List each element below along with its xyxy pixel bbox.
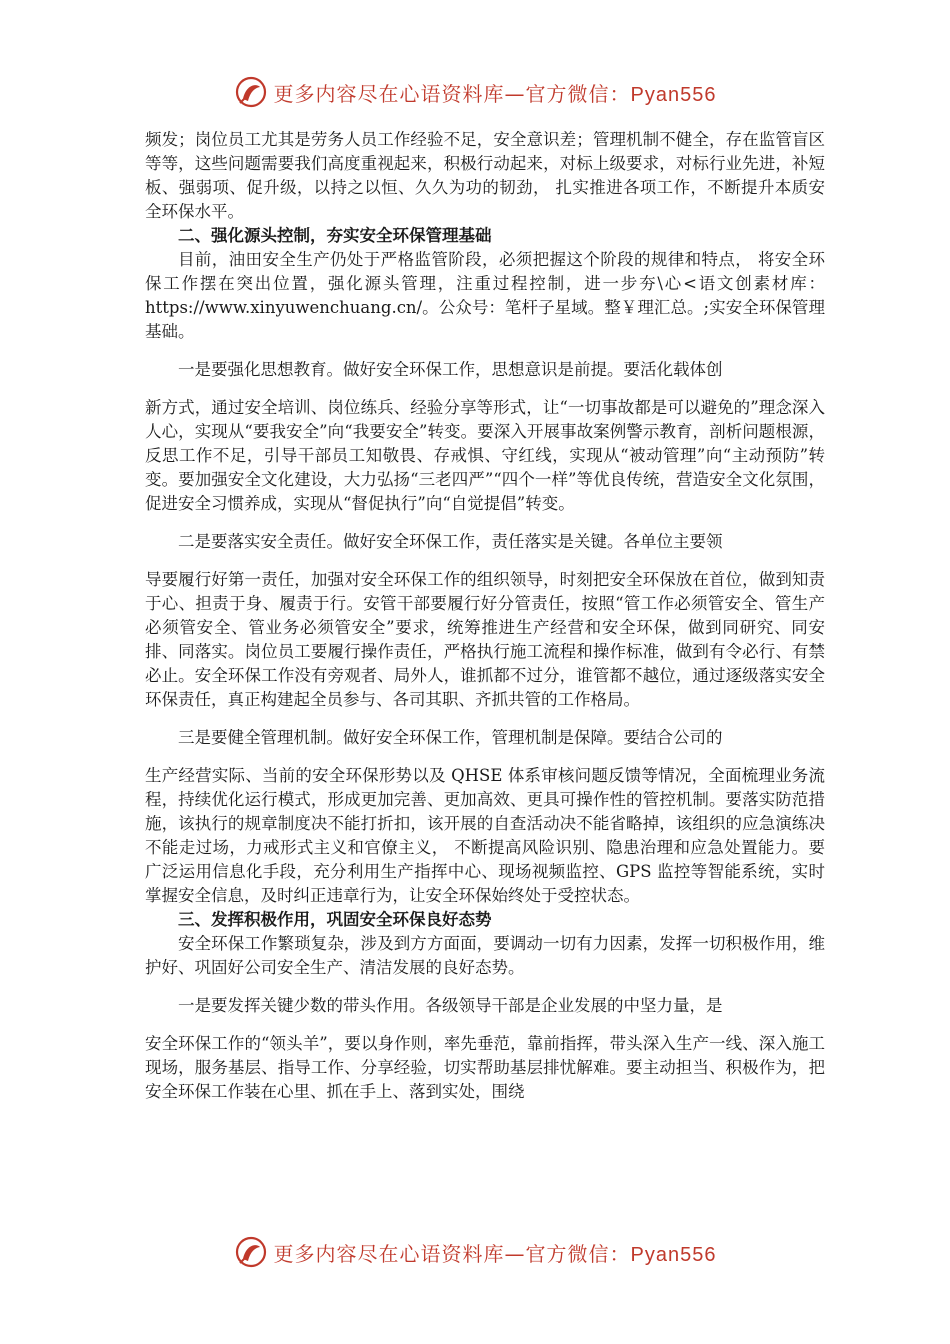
paragraph: 生产经营实际、当前的安全环保形势以及 QHSE 体系审核问题反馈等情况，全面梳理业务流程，持续优化运行模式，形成更加完善、更加高效、更具可操作性的管控机制。要落实防范措施，该执行的规章制度决不能打折扣，该开展的自查活动决不能省略掉，该组织的应急演练决不能走过场，力戒形式主义和官僚主义， 不断提高风险识别、隐患治理和应急处置能力。要广泛运用信息化手段，充分利用生产指挥中心、现场视频监控、GPS 监控等智能系统，实时掌握安全信息，及时纠正违章行为，让安全环保始终处于受控状态。 [145, 766, 825, 905]
paragraph: 安全环保工作的“领头羊”，要以身作则，率先垂范，靠前指挥，带头深入生产一线、深入施工现场，服务基层、指导工作、分享经验，切实帮助基层排忧解难。要主动担当、积极作为，把安全环保工作装在心里、抓在手上、落到实处，围绕 [145, 1034, 825, 1101]
paragraph: 导要履行好第一责任，加强对安全环保工作的组织领导，时刻把安全环保放在首位，做到知责于心、担责于身、履责于行。安管干部要履行好分管责任，按照“管工作必须管安全、管生产必须管安全、管业务必须管安全”要求，统筹推进生产经营和安全环保，做到同研究、同安排、同落实。岗位员工要履行操作责任，严格执行施工流程和操作标准，做到有令必行、有禁必止。安全环保工作没有旁观者、局外人，谁抓都不过分，谁管都不越位，通过逐级落实安全环保责任，真正构建起全员参与、各司其职、齐抓共管的工作格局。 [145, 570, 825, 709]
logo-icon [234, 75, 268, 109]
wechat-id: Pyan556 [630, 1243, 717, 1266]
wechat-id: Pyan556 [630, 83, 717, 106]
paragraph: 一是要强化思想教育。做好安全环保工作，思想意识是前提。要活化载体创 [178, 360, 723, 379]
banner-label: 更多内容尽在心语资料库—官方微信： [273, 81, 631, 106]
banner-text [274, 78, 717, 107]
paragraph: 三是要健全管理机制。做好安全环保工作，管理机制是保障。要结合公司的 [178, 728, 723, 747]
section-heading: 二、强化源头控制，夯实安全环保管理基础 [178, 226, 492, 245]
banner-text [274, 1238, 717, 1267]
section-heading: 三、发挥积极作用，巩固安全环保良好态势 [178, 910, 492, 929]
paragraph: 安全环保工作繁琐复杂，涉及到方方面面，要调动一切有力因素，发挥一切积极作用，维护好、巩固好公司安全生产、清洁发展的良好态势。 [145, 934, 825, 977]
paragraph: 频发；岗位员工尤其是劳务人员工作经验不足，安全意识差；管理机制不健全，存在监管盲区等等，这些问题需要我们高度重视起来，积极行动起来，对标上级要求，对标行业先进，补短板、强弱项、促升级，以持之以恒、久久为功的韧劲， 扎实推进各项工作，不断提升本质安全环保水平。 [145, 130, 825, 221]
paragraph: 二是要落实安全责任。做好安全环保工作，责任落实是关键。各单位主要领 [178, 532, 723, 551]
document-body [145, 128, 825, 1104]
logo-icon [234, 1235, 268, 1269]
banner-label: 更多内容尽在心语资料库—官方微信： [273, 1241, 631, 1266]
footer-banner [0, 1232, 950, 1272]
paragraph: 目前，油田安全生产仍处于严格监管阶段，必须把握这个阶段的规律和特点， 将安全环保工作摆在突出位置，强化源头管理，注重过程控制，进一步夯\心<语文创素材库：https://www.xinyuwenchuang.cn/。公众号：笔杆子星域。整￥理汇总。;实安全环保管理基础。 [145, 250, 825, 341]
paragraph: 一是要发挥关键少数的带头作用。各级领导干部是企业发展的中坚力量，是 [178, 996, 723, 1015]
paragraph: 新方式，通过安全培训、岗位练兵、经验分享等形式，让“一切事故都是可以避免的”理念深入人心，实现从“要我安全”向“我要安全”转变。要深入开展事故案例警示教育，剖析问题根源，反思工作不足，引导干部员工知敬畏、存戒惧、守红线，实现从“被动管理”向“主动预防”转变。要加强安全文化建设，大力弘扬“三老四严”“四个一样”等优良传统，营造安全文化氛围，促进安全习惯养成，实现从“督促执行”向“自觉提倡”转变。 [145, 398, 825, 513]
header-banner [0, 72, 950, 112]
